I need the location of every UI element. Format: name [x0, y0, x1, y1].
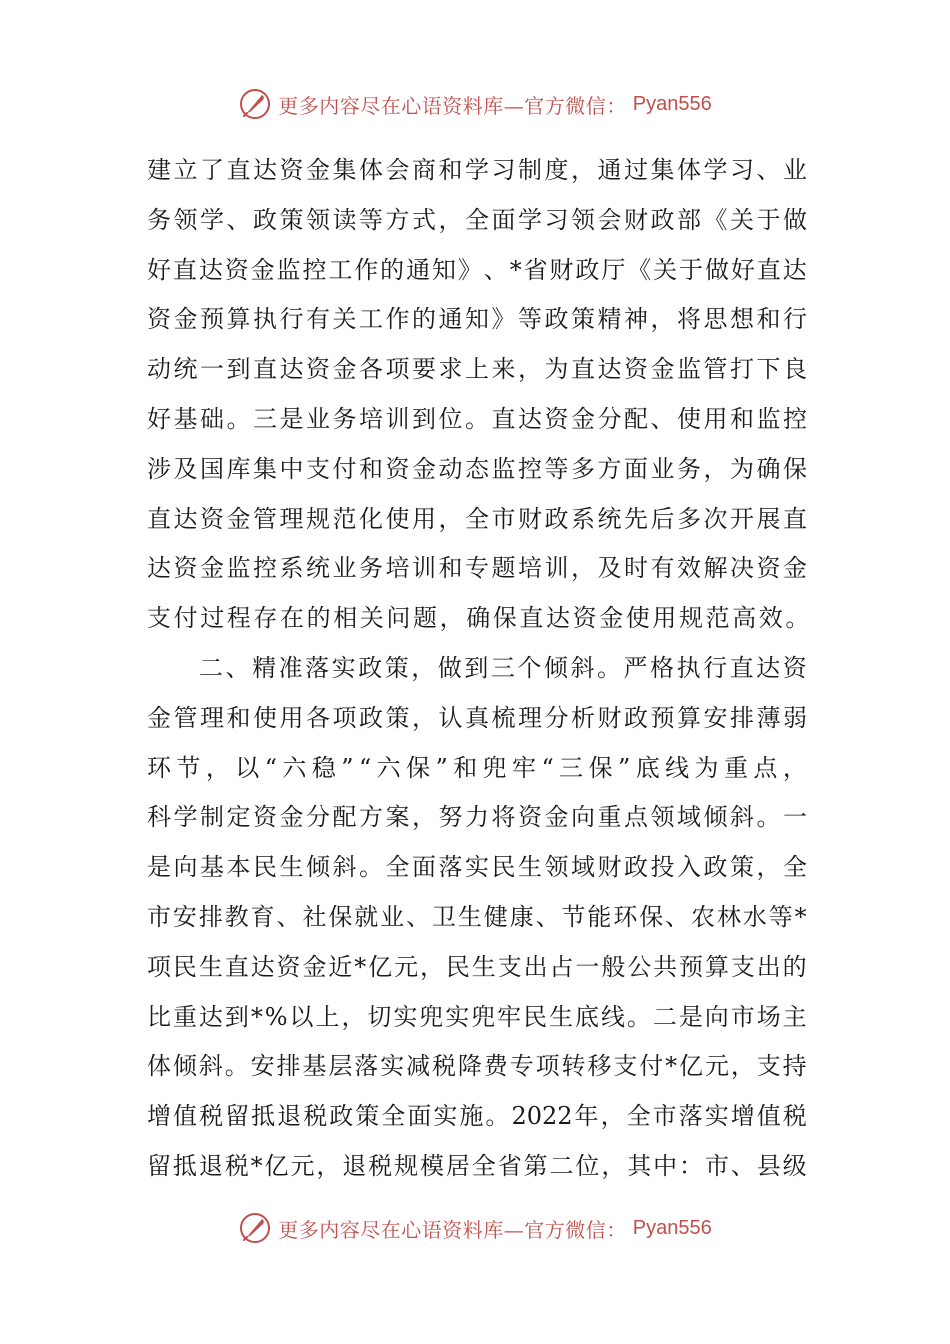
watermark-wechat-id: Pyan556: [632, 1216, 712, 1239]
text-line: 二 、 精 准 落 实 政 策 ， 做 到 三 个 倾 斜 。 严 格 执 行 直 达 资: [199, 653, 807, 682]
text-line: 达 资 金 监 控 系 统 业 务 培 训 和 专 题 培 训 ， 及 时 有 效 解 决 资 金: [147, 554, 807, 583]
watermark-text: 更多内容尽在心语资料库—官方微信：: [278, 1217, 627, 1242]
text-line: 动 统 一 到 直 达 资 金 各 项 要 求 上 来 ， 为 直 达 资 金 监 管 打 下 良: [147, 355, 807, 384]
text-line: 留 抵 退 税 * 亿 元 ， 退 税 规 模 居 全 省 第 二 位 ， 其 中 ： 市 、 县 级: [147, 1151, 807, 1180]
quill-pen-logo-icon: [238, 1211, 272, 1245]
text-line: 科 学 制 定 资 金 分 配 方 案 ， 努 力 将 资 金 向 重 点 领 域 倾 斜 。 一: [147, 803, 807, 832]
text-line: 直 达 资 金 管 理 规 范 化 使 用 ， 全 市 财 政 系 统 先 后 多 次 开 展 直: [147, 504, 807, 533]
watermark-wechat-id: Pyan556: [632, 92, 712, 115]
text-line: 支付过程存在的相关问题，确保直达资金使用规范高效。: [147, 604, 812, 633]
watermark-header: [0, 84, 950, 124]
watermark-text: 更多内容尽在心语资料库—官方微信：: [278, 93, 627, 118]
text-line: 资 金 预 算 执 行 有 关 工 作 的 通 知 》 等 政 策 精 神 ， 将 思 想 和 行: [147, 305, 807, 334]
paragraph: [147, 146, 812, 644]
text-line: 增 值 税 留 抵 退 税 政 策 全 面 实 施 。 2022 年 ， 全 市 落 实 增 值 税: [147, 1102, 807, 1131]
paragraph: [147, 644, 807, 1192]
text-line: 体 倾 斜 。 安 排 基 层 落 实 减 税 降 费 专 项 转 移 支 付 * 亿 元 ， 支 持: [147, 1052, 807, 1081]
text-line: 涉 及 国 库 集 中 支 付 和 资 金 动 态 监 控 等 多 方 面 业 务 ， 为 确 保: [147, 454, 807, 483]
text-line: 市 安 排 教 育 、 社 保 就 业 、 卫 生 健 康 、 节 能 环 保 、 农 林 水 等 *: [147, 902, 807, 931]
text-line: 环 节 ， 以 “ 六 稳 ” “ 六 保 ” 和 兜 牢 “ 三 保 ” 底 线 为 重 点 ，: [147, 753, 807, 782]
text-line: 建 立 了 直 达 资 金 集 体 会 商 和 学 习 制 度 ， 通 过 集 体 学 习 、 业: [147, 156, 807, 184]
quill-pen-logo-icon: [238, 87, 272, 121]
watermark-footer: [0, 1208, 950, 1248]
text-line: 好 基 础 。 三 是 业 务 培 训 到 位 。 直 达 资 金 分 配 、 使 用 和 监 控: [147, 404, 807, 433]
text-line: 好 直 达 资 金 监 控 工 作 的 通 知 》 、 * 省 财 政 厅 《 关 于 做 好 直 达: [147, 255, 807, 284]
text-line: 务 领 学 、 政 策 领 读 等 方 式 ， 全 面 学 习 领 会 财 政 部 《 关 于 做: [147, 205, 807, 234]
text-line: 金 管 理 和 使 用 各 项 政 策 ， 认 真 梳 理 分 析 财 政 预 算 安 排 薄 弱: [147, 703, 807, 732]
text-line: 项 民 生 直 达 资 金 近 * 亿 元 ， 民 生 支 出 占 一 般 公 共 预 算 支 出 的: [147, 952, 807, 981]
document-body: [147, 146, 812, 1192]
text-line: 比 重 达 到 * % 以 上 ， 切 实 兜 实 兜 牢 民 生 底 线 。 二 是 向 市 场 主: [147, 1002, 807, 1031]
text-line: 是 向 基 本 民 生 倾 斜 。 全 面 落 实 民 生 领 域 财 政 投 入 政 策 ， 全: [147, 853, 807, 882]
